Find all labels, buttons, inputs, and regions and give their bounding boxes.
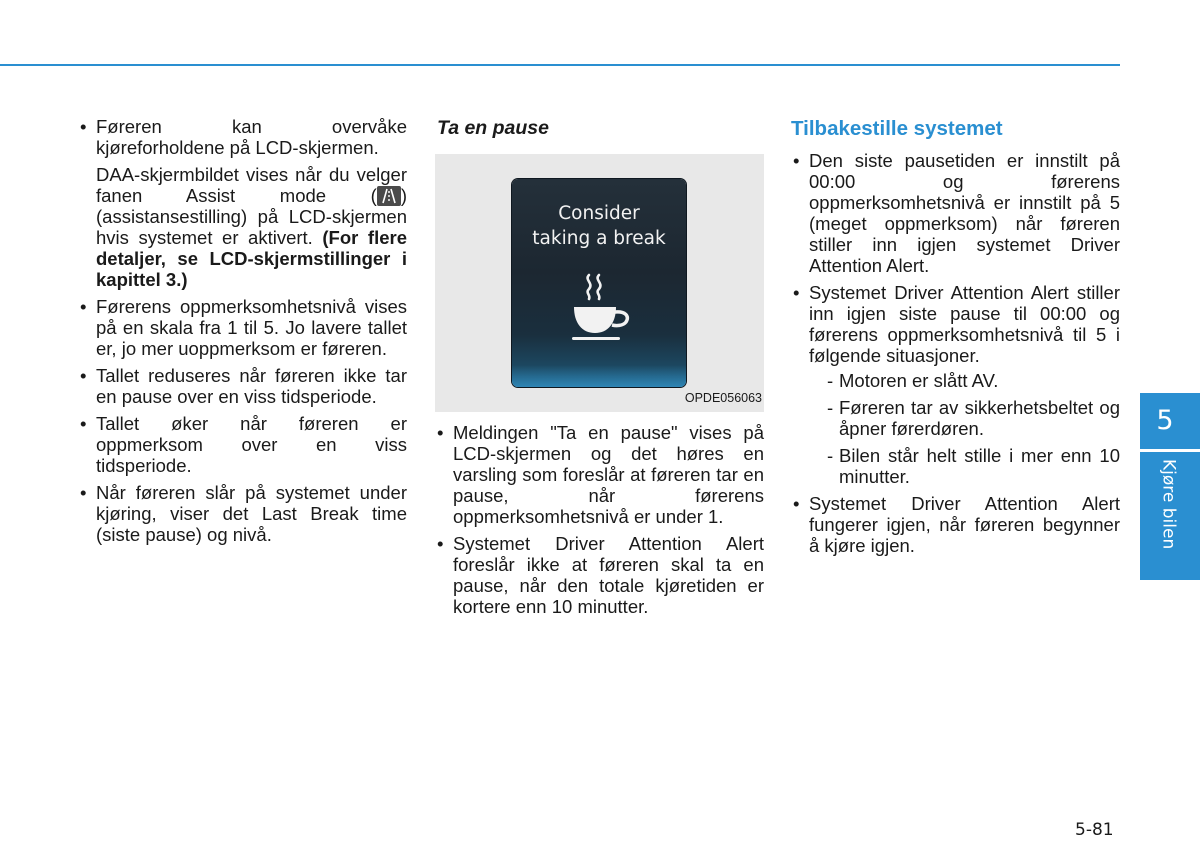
dash-item: - Føreren tar av sikkerhetsbeltet og åpner førerdøren.	[827, 397, 1120, 439]
assist-mode-icon	[377, 186, 401, 206]
bullet-text: Meldingen "Ta en pause" vises på LCD-skjermen og det høres en varsling som foreslår at føreren tar en pause, når førerens oppmerksomhetsnivå er under 1.	[453, 422, 764, 527]
screen-glow	[512, 365, 686, 387]
bullet-text: Føreren kan overvåke kjøreforholdene på LCD-skjermen.	[96, 116, 407, 158]
list-item	[435, 422, 764, 527]
list-item	[78, 116, 407, 290]
dash-item: - Bilen står helt stille i mer enn 10 minutter.	[827, 445, 1120, 487]
chapter-number: 5	[1156, 405, 1174, 436]
list-item	[791, 493, 1120, 556]
bullet-text: Tallet reduseres når føreren ikke tar en pause over en viss tidsperiode.	[96, 365, 407, 407]
figure-lcd-message	[435, 154, 764, 412]
bullet-list	[78, 116, 407, 545]
bullet-text: Førerens oppmerksomhetsnivå vises på en skala fra 1 til 5. Jo lavere tallet er, jo mer uoppmerksom er føreren.	[96, 296, 407, 359]
page-number: 5-81	[1075, 820, 1114, 840]
bullet-text: Systemet Driver Attention Alert foreslår ikke at føreren skal ta en pause, når den totale kjøretiden er kortere enn 10 minutter.	[453, 533, 764, 617]
screen-message	[512, 201, 686, 251]
screen-line-1: Consider	[558, 203, 640, 224]
list-item	[791, 150, 1120, 276]
cross-reference-note: (For flere detaljer, se LCD-skjermstillinger i kapittel 3.)	[96, 227, 407, 290]
section-title: Tilbakestille systemet	[791, 117, 1003, 140]
subparagraph-text-b: ) (assistansestilling) på LCD-skjermen hvis systemet er aktivert.	[96, 185, 407, 248]
list-item	[78, 365, 407, 407]
coffee-cup-icon	[564, 273, 636, 341]
column-left	[78, 116, 407, 551]
list-item	[791, 282, 1120, 487]
subsection-title: Ta en pause	[437, 117, 549, 139]
header-rule	[0, 64, 1120, 66]
list-item	[78, 413, 407, 476]
dash-list	[809, 370, 1120, 487]
bullet-text: Systemet Driver Attention Alert stiller inn igjen siste pause til 00:00 og førerens oppmerksomhetsnivå til 5 i følgende situasjoner.	[809, 282, 1120, 366]
column-middle	[435, 116, 764, 623]
list-item	[78, 296, 407, 359]
subparagraph-text-a: DAA-skjermbildet vises når du velger fanen Assist mode (	[96, 164, 407, 206]
list-item	[435, 533, 764, 617]
figure-code: OPDE056063	[684, 391, 762, 405]
chapter-tab	[1140, 393, 1200, 580]
chapter-divider	[1140, 449, 1200, 452]
lcd-screen	[512, 179, 686, 387]
bullet-list	[435, 422, 764, 617]
list-item	[78, 482, 407, 545]
bullet-subparagraph	[96, 164, 407, 290]
screen-line-2: taking a break	[532, 228, 666, 249]
chapter-name: Kjøre bilen	[1158, 459, 1179, 550]
column-right	[791, 116, 1120, 562]
bullet-text: Den siste pausetiden er innstilt på 00:00 og førerens oppmerksomhetsnivå er innstilt på 5 (meget oppmerksom) når føreren stiller inn igjen systemet Driver Attention Alert.	[809, 150, 1120, 276]
bullet-text: Når føreren slår på systemet under kjøring, viser det Last Break time (siste pause) og nivå.	[96, 482, 407, 545]
bullet-list	[791, 150, 1120, 556]
bullet-text: Systemet Driver Attention Alert fungerer igjen, når føreren begynner å kjøre igjen.	[809, 493, 1120, 556]
bullet-text: Tallet øker når føreren er oppmerksom over en viss tidsperiode.	[96, 413, 407, 476]
dash-item: - Motoren er slått AV.	[827, 370, 1120, 391]
